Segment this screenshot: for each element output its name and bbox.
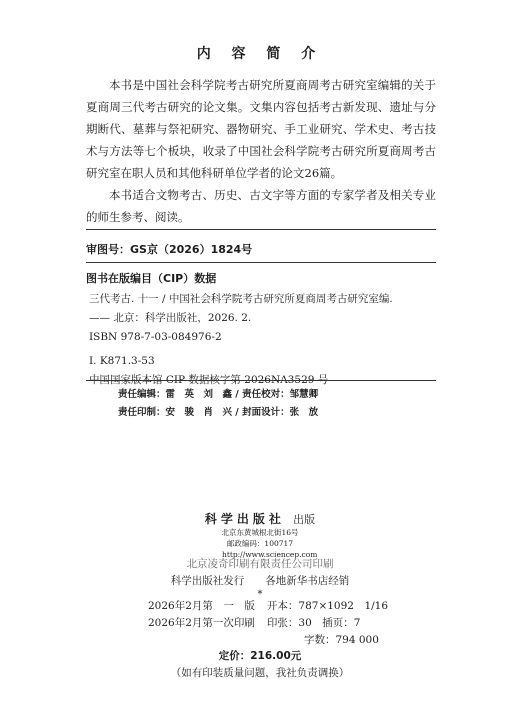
- cip-line: Ⅰ. K871.3-53: [89, 355, 155, 367]
- editors-block: [118, 386, 318, 422]
- divider: [86, 380, 436, 381]
- publisher-name: 科学出版社: [204, 512, 285, 526]
- intro-title: 内 容 简 介: [196, 46, 324, 62]
- distribution-line: 科学出版社发行 各地新华书店经销: [170, 575, 350, 587]
- divider: [86, 229, 436, 230]
- intro-paragraph: 本书适合文物考古、历史、古文字等方面的专家学者及相关专业的师生参考、阅读。: [86, 188, 436, 224]
- cip-line: ISBN 978-7-03-084976-2: [89, 331, 222, 343]
- publisher-name-line: [0, 510, 520, 527]
- edition-text: 2026年2月第 一 版: [148, 600, 255, 612]
- format-text: 开本：787×1092 1/16: [266, 600, 389, 612]
- editors-line: 责任印制：安 骏 肖 兴 / 封面设计：张 放: [118, 407, 319, 418]
- printing-text: 2026年2月第一次印刷: [148, 617, 255, 629]
- divider: [86, 262, 436, 263]
- quality-note: （如有印装质量问题，我社负责调换）: [170, 667, 350, 679]
- publisher-postcode: 邮政编码：100717: [226, 539, 294, 548]
- cip-line: —— 北京：科学出版社，2026. 2.: [89, 312, 252, 324]
- editors-line: 责任编辑：雷 英 刘 鑫 / 责任校对：邹慧卿: [118, 389, 319, 400]
- price-label: 定价：: [218, 650, 251, 662]
- price-block: [0, 648, 520, 682]
- cip-line: 中国国家版本馆 CIP 数据核字第 2026NA3529 号: [89, 374, 329, 386]
- intro-paragraph: 本书是中国社会科学院考古研究所夏商周考古研究室编辑的关于夏商周三代考古研究的论文集。文集内容包括考古新发现、遗址与分期断代、墓葬与祭祀研究、器物研究、手工业研究、学术史、考古技术与方法等七个板块，收录了中国社会科学院考古研究所夏商周考古研究室在职人员和其他科研单位学者的论文26篇。: [86, 78, 436, 180]
- publisher-url: http://www.sciencep.com: [222, 550, 318, 559]
- cip-line: 三代考古. 十一 / 中国社会科学院考古研究所夏商周考古研究室编.: [89, 293, 393, 305]
- publisher-block: [0, 510, 520, 560]
- printer-block: [0, 556, 520, 590]
- sheets-text: 印张：30 插页：7: [266, 617, 361, 629]
- intro-body: [86, 74, 436, 228]
- cip-block: [86, 270, 436, 390]
- price-value: 216.00元: [250, 650, 302, 662]
- publisher-address: 北京东黄城根北街16号: [221, 528, 299, 537]
- publisher-suffix: 出版: [293, 513, 316, 526]
- spec-row: [148, 632, 388, 649]
- cip-title: 图书在版编目（CIP）数据: [86, 272, 217, 285]
- printer-name: 北京凌奇印刷有限责任公司印刷: [186, 558, 334, 570]
- separator-star: *: [257, 589, 263, 600]
- spec-row: [148, 598, 388, 615]
- words-text: 字数：794 000: [304, 634, 379, 646]
- spec-block: [148, 598, 388, 649]
- price-line: [0, 648, 520, 665]
- spec-row: [148, 615, 388, 632]
- review-number: 审图号：GS京（2026）1824号: [86, 243, 253, 256]
